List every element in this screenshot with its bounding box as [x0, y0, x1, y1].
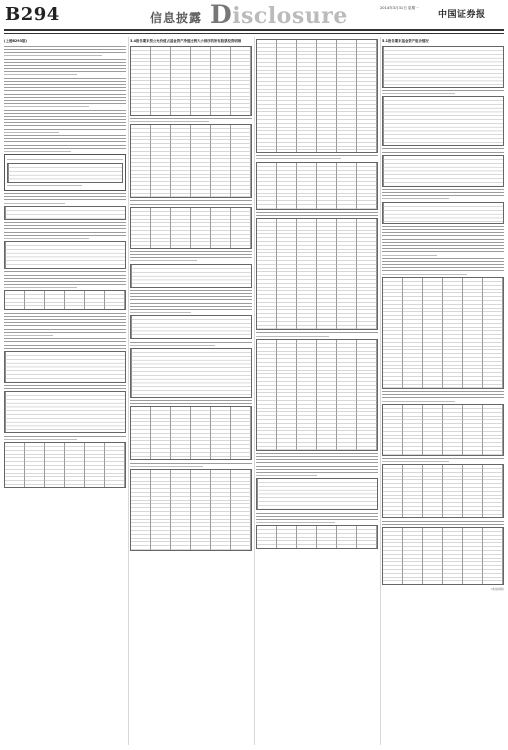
text-line: [4, 55, 102, 56]
text-line: [4, 287, 77, 288]
data-table: [130, 315, 252, 339]
text-line: [382, 235, 504, 236]
text-column-3: [256, 37, 378, 745]
text-line: [4, 110, 126, 111]
data-table: [382, 277, 504, 389]
text-line: [4, 94, 126, 95]
text-line: [4, 439, 77, 440]
text-line: [4, 65, 126, 66]
text-line: [256, 215, 378, 216]
data-table: [382, 202, 504, 224]
text-line: [4, 49, 126, 50]
text-line: [382, 264, 504, 265]
text-line: [382, 148, 504, 149]
text-line: [130, 251, 252, 252]
text-line: [382, 274, 467, 275]
text-line: [4, 275, 126, 276]
text-line: [4, 222, 126, 223]
text-line: [4, 46, 126, 47]
data-table: [130, 264, 252, 288]
text-line: [130, 293, 252, 294]
text-line: [382, 391, 504, 392]
data-table: [4, 351, 126, 383]
text-line: [130, 121, 209, 122]
text-line: [130, 403, 252, 404]
data-table: [382, 404, 504, 456]
text-line: [256, 336, 329, 337]
masthead: [0, 0, 508, 30]
data-table: [256, 525, 378, 549]
text-line: [4, 116, 126, 117]
text-line: [382, 461, 449, 462]
text-line: [4, 141, 126, 142]
text-line: [4, 325, 126, 326]
text-line: [382, 401, 455, 402]
text-line: [4, 203, 65, 204]
text-line: [4, 84, 126, 85]
text-line: [4, 71, 126, 72]
text-line: [256, 472, 378, 473]
text-line: [4, 284, 126, 285]
text-line: [4, 81, 126, 82]
header-rule-thin: [4, 33, 504, 34]
stock-holdings-table: [256, 162, 378, 210]
text-line: [256, 459, 378, 460]
data-table: [7, 163, 123, 183]
text-line: [256, 522, 335, 523]
text-line: [382, 270, 504, 271]
text-line: [130, 463, 252, 464]
text-line: [4, 232, 126, 233]
data-table: [4, 290, 126, 310]
text-line: [4, 97, 126, 98]
section-title-english: [210, 0, 348, 29]
text-line: [256, 212, 378, 213]
text-line: [4, 68, 126, 69]
text-line: [256, 519, 378, 520]
text-line: [4, 78, 126, 79]
text-line: [4, 122, 126, 123]
data-table: [382, 96, 504, 146]
text-line: [130, 312, 191, 313]
text-line: [256, 466, 378, 467]
text-line: [4, 87, 126, 88]
text-line: [4, 125, 126, 126]
text-line: [4, 62, 126, 63]
text-line: [382, 152, 504, 153]
stock-holdings-table: [256, 39, 378, 153]
text-line: [4, 106, 89, 107]
text-line: [382, 248, 504, 249]
text-line: [256, 158, 341, 159]
text-line: [4, 196, 126, 197]
dateline: 2014年3月31日 星期一: [380, 6, 419, 10]
text-line: [4, 135, 126, 136]
text-line: [4, 113, 126, 114]
text-line: [256, 456, 378, 457]
text-column-1: [4, 37, 126, 745]
text-line: [4, 193, 126, 194]
text-line: [4, 145, 126, 146]
text-line: [4, 271, 126, 272]
text-line: [4, 151, 71, 152]
text-column-2: [130, 37, 252, 745]
text-line: [382, 261, 504, 262]
text-line: [4, 90, 126, 91]
text-line: [4, 278, 126, 279]
text-line: [130, 254, 252, 255]
column-divider: [254, 37, 255, 745]
text-line: [256, 513, 378, 514]
text-line: [4, 100, 126, 101]
text-line: [4, 319, 126, 320]
text-line: [4, 436, 126, 437]
text-line: [130, 466, 203, 467]
text-line: [382, 242, 504, 243]
text-line: [382, 229, 504, 230]
text-line: [130, 299, 252, 300]
text-line: [382, 198, 449, 199]
text-line: [256, 469, 378, 470]
text-line: [130, 290, 252, 291]
text-line: [4, 345, 126, 346]
column-divider: [128, 37, 129, 745]
continued-from-header: (上接B293版): [4, 39, 27, 43]
text-line: [256, 475, 317, 476]
text-line: [4, 329, 126, 330]
section-heading: 5.1报告期末基金资产组合情况: [382, 39, 429, 43]
stock-holdings-table: [256, 339, 378, 451]
text-line: [4, 322, 126, 323]
data-table: [4, 391, 126, 433]
data-table: [256, 478, 378, 510]
text-line: [382, 521, 504, 522]
text-line: [382, 255, 437, 256]
text-line: [4, 335, 53, 336]
text-line: [4, 199, 126, 200]
text-line: [382, 267, 504, 268]
stock-holdings-table: [130, 469, 252, 551]
text-line: [4, 332, 126, 333]
header-rule-thick: [4, 29, 504, 31]
column-divider: [380, 37, 381, 745]
text-line: [256, 516, 378, 517]
stock-holdings-table: [130, 46, 252, 116]
text-line: [4, 341, 126, 342]
page-number: B294: [5, 4, 60, 25]
text-line: [4, 238, 89, 239]
text-line: [382, 258, 504, 259]
text-line: [382, 226, 504, 227]
section-title-rest: isclosure: [232, 3, 348, 29]
continued-label: (未完待续): [490, 586, 504, 591]
text-line: [4, 348, 126, 349]
data-table: [4, 206, 126, 220]
section-title-chinese: 信息披露: [150, 11, 203, 25]
text-line: [256, 332, 378, 333]
text-line: [4, 281, 126, 282]
text-line: [256, 453, 378, 454]
text-line: [4, 235, 126, 236]
text-line: [130, 400, 252, 401]
text-line: [4, 388, 126, 389]
text-line: [4, 316, 126, 317]
data-table: [130, 348, 252, 398]
text-line: [4, 103, 126, 104]
text-line: [4, 385, 126, 386]
text-line: [382, 397, 504, 398]
text-line: [382, 93, 455, 94]
data-table: [382, 155, 504, 187]
text-line: [4, 228, 126, 229]
text-line: [130, 306, 252, 307]
text-line: [130, 200, 252, 201]
text-line: [130, 118, 252, 119]
text-line: [382, 90, 504, 91]
data-table: [382, 527, 504, 585]
text-line: [4, 138, 126, 139]
text-line: [382, 394, 504, 395]
text-line: [4, 313, 126, 314]
text-line: [382, 192, 504, 193]
text-line: [382, 524, 504, 525]
stock-holdings-table: [130, 124, 252, 198]
text-line: [4, 59, 126, 60]
text-line: [4, 52, 126, 53]
text-line: [130, 260, 197, 261]
text-line: [130, 257, 252, 258]
newspaper-name: 中国证券报: [438, 10, 486, 20]
text-line: [130, 296, 252, 297]
section-title-initial: D: [210, 0, 233, 29]
stock-holdings-table: [130, 406, 252, 460]
text-line: [7, 185, 82, 186]
text-line: [4, 74, 77, 75]
text-line: [382, 458, 504, 459]
text-line: [130, 204, 252, 205]
text-line: [130, 342, 252, 343]
text-line: [4, 119, 126, 120]
section-heading: 3.4报告期末按公允价值占基金资产净值比例大小排序的所有股票投资明细: [130, 39, 242, 43]
text-line: [382, 251, 504, 252]
text-line: [256, 462, 378, 463]
text-line: [4, 225, 126, 226]
data-table: [4, 442, 126, 488]
text-line: [4, 132, 59, 133]
text-line: [130, 309, 252, 310]
text-line: [382, 245, 504, 246]
data-table: [382, 464, 504, 518]
stock-holdings-table: [256, 218, 378, 330]
text-line: [130, 345, 215, 346]
text-line: [7, 159, 123, 160]
data-table: [4, 241, 126, 269]
text-line: [4, 338, 126, 339]
text-line: [382, 239, 504, 240]
text-line: [382, 195, 504, 196]
text-line: [4, 148, 126, 149]
boxed-section: [4, 154, 126, 191]
text-line: [130, 303, 252, 304]
asset-allocation-table: [382, 46, 504, 88]
text-line: [256, 155, 378, 156]
text-line: [382, 189, 504, 190]
text-line: [382, 232, 504, 233]
stock-holdings-table: [130, 207, 252, 249]
text-line: [4, 129, 126, 130]
text-column-4: [382, 37, 504, 745]
